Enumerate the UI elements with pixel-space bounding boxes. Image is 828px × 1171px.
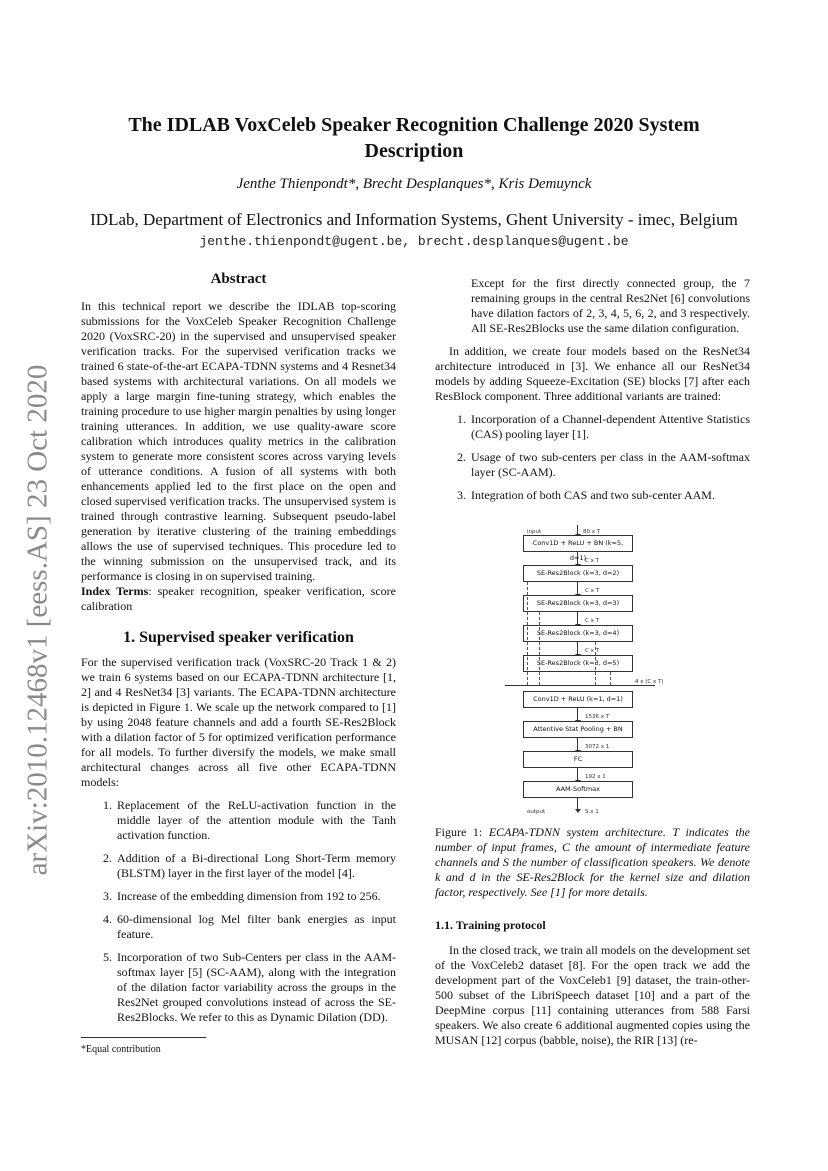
diagram-block: Conv1D + ReLU (k=1, d=1)	[523, 691, 633, 708]
diagram-block: SE-Res2Block (k=3, d=4)	[523, 625, 633, 642]
footnote: *Equal contribution	[81, 1044, 161, 1055]
index-terms	[81, 584, 396, 614]
right-column	[435, 268, 750, 1056]
diagram-dim: C x T	[585, 588, 599, 594]
title-line-2: Description	[364, 140, 464, 162]
left-column	[81, 268, 396, 1057]
list-item-continued: Except for the first directly connected group, the 7 remaining groups in the central Res2Net [6] convolutions have dilation factors of 2, 3, 4, 5, 6, 2, and 3 respectively. All SE-Res2Blocks use the same dilation configuration.	[471, 276, 750, 335]
diagram-arrow	[577, 642, 578, 655]
list-item: 2. Addition of a Bi-directional Long Short-Term memory (BLSTM) layer in the first layer of the model [4].	[115, 851, 396, 881]
subsection-1-1-heading: 1.1. Training protocol	[435, 918, 546, 932]
diagram-block: SE-Res2Block (k=3, d=5)	[523, 655, 633, 672]
list-item: 2. Usage of two sub-centers per class in the AAM-softmax layer (SC-AAM).	[469, 450, 750, 480]
diagram-arrow	[577, 525, 578, 535]
diagram-skip-line	[610, 672, 611, 685]
abstract-body: In this technical report we describe the IDLAB top-scoring submissions for the VoxCeleb Speaker Recognition Challenge 2020 (VoxSRC-20) in the supervised and unsupervised speaker verification tracks. For the supervised verification tracks we trained 6 state-of-the-art ECAPA-TDNN systems and 4 Resnet34 based systems with architectural variations. On all models we apply a large margin fine-tuning strategy, which enables the training procedure to use higher margin penalties by using longer training utterances. In addition, we use quality-aware score calibration which introduces quality metrics in the calibration system to generate more consistent scores across varying levels of utterance conditions. A fusion of all systems with both enhancements applied led to the first place on the open and closed supervised verification tracks. The unsupervised system is trained through contrastive learning. Subsequent pseudo-label generation by iterative clustering of the training embeddings allows the use of supervised techniques. This procedure led to the winning submission on the unsupervised track, and its performance is closing in on supervised training.	[81, 299, 396, 583]
emails: jenthe.thienpondt@ugent.be, brecht.desplanques@ugent.be	[199, 234, 629, 249]
footnote-divider	[81, 1037, 206, 1038]
diagram-arrow	[577, 768, 578, 781]
diagram-block: FC	[523, 751, 633, 768]
resnet-variants-list	[435, 412, 750, 503]
diagram-dim: 192 x 1	[585, 774, 606, 780]
list-item: 1. Incorporation of a Channel-dependent Attentive Statistics (CAS) pooling layer [1].	[469, 412, 750, 442]
ecapa-tdnn-diagram	[435, 525, 750, 817]
diagram-input-dim: 80 x T	[583, 529, 601, 535]
diagram-dim: C x T	[585, 618, 599, 624]
diagram-input-label: input	[527, 529, 542, 535]
list-item: 3. Integration of both CAS and two sub-center AAM.	[469, 488, 750, 503]
diagram-skip-line	[595, 642, 596, 685]
figure-1-caption	[435, 825, 750, 900]
index-terms-label: Index Terms	[81, 584, 149, 598]
diagram-block: Conv1D + ReLU + BN (k=5, d=1)	[523, 535, 633, 552]
diagram-dim: 3072 x 1	[585, 744, 610, 750]
arxiv-identifier: arXiv:2010.12468v1 [eess.AS] 23 Oct 2020	[21, 364, 54, 876]
figure-caption-label: Figure 1:	[435, 825, 483, 839]
diagram-block: SE-Res2Block (k=3, d=3)	[523, 595, 633, 612]
paper-title	[100, 112, 728, 164]
diagram-dim: 1536 x T	[585, 714, 610, 720]
diagram-arrow	[577, 798, 578, 810]
diagram-arrow	[577, 552, 578, 565]
figure-caption-text: ECAPA-TDNN system architecture. T indicates the number of input frames, C the amount of intermediate feature channels and S the number of classification speakers. We denote k and d in the SE-Res2Block for the kernel size and dilation factor, respectively. See [1] for more details.	[435, 825, 751, 899]
abstract-heading: Abstract	[210, 271, 267, 287]
diagram-output-dim: S x 1	[585, 809, 599, 815]
diagram-arrow	[577, 738, 578, 751]
diagram-dim: C x T	[585, 558, 599, 564]
diagram-skip-line	[527, 582, 528, 685]
list-item: 5. Incorporation of two Sub-Centers per class in the AAM-softmax layer [5] (SC-AAM), along with the integration of the dilation factor variability across the groups in the Res2Net grouped convolutions instead of across the SE-Res2Blocks. We refer to this as Dynamic Dilation (DD).	[115, 950, 396, 1025]
diagram-dim: C x T	[585, 648, 599, 654]
index-terms-text: : speaker recognition, speaker verification, score calibration	[81, 584, 396, 613]
section-1-heading: 1. Supervised speaker verification	[123, 629, 354, 646]
diagram-arrow	[577, 612, 578, 625]
diagram-concat-dim: 4 x (C x T)	[635, 679, 664, 685]
list-item: 1. Replacement of the ReLU-activation function in the middle layer of the attention module with the Tanh activation function.	[115, 798, 396, 843]
diagram-arrow	[577, 582, 578, 595]
diagram-arrow	[577, 708, 578, 721]
diagram-skip-line	[539, 612, 540, 685]
authors: Jenthe Thienpondt*, Brecht Desplanques*, Kris Demuynck	[236, 176, 592, 192]
title-line-1: The IDLAB VoxCeleb Speaker Recognition Challenge 2020 System	[128, 114, 700, 136]
continued-list	[435, 276, 750, 336]
ecapa-variants-list	[81, 798, 396, 1025]
diagram-block: Attentive Stat Pooling + BN	[523, 721, 633, 738]
list-item: 4. 60-dimensional log Mel filter bank energies as input feature.	[115, 912, 396, 942]
arxiv-sidebar	[18, 320, 58, 920]
affiliation: IDLab, Department of Electronics and Information Systems, Ghent University - imec, Belgium	[90, 210, 738, 229]
training-paragraph: In the closed track, we train all models on the development set of the VoxCeleb2 dataset [8]. For the open track we add the development part of the VoxCeleb1 [9] dataset, the train-other-500 subset of the LibriSpeech dataset [10] and a part of the DeepMine corpus [11] containing utterances from 588 Farsi speakers. We also create 6 additional augmented copies using the MUSAN [12] corpus (babble, noise), the RIR [13] (re-	[435, 943, 750, 1047]
diagram-output-label: output	[527, 809, 546, 815]
resnet-paragraph: In addition, we create four models based on the ResNet34 architecture introduced in [3]. We enhance all our ResNet34 models by adding Squeeze-Excitation (SE) blocks [7] after each ResBlock component. Three additional variants are trained:	[435, 344, 750, 403]
diagram-concat-line	[505, 685, 655, 686]
section-1-paragraph: For the supervised verification track (VoxSRC-20 Track 1 & 2) we train 6 systems based on our ECAPA-TDNN architecture [1, 2] and 4 ResNet34 [3] variants. The ECAPA-TDNN architecture is depicted in Figure 1. We scale up the network compared to [1] by using 2048 feature channels and add a fourth SE-Res2Block with a dilation factor of 5 for optimized verification performance for all models. To further diversify the models, we make small architectural changes across all five other ECAPA-TDNN models:	[81, 655, 396, 789]
diagram-block: SE-Res2Block (k=3, d=2)	[523, 565, 633, 582]
list-item: 3. Increase of the embedding dimension from 192 to 256.	[115, 889, 396, 904]
diagram-block: AAM-Softmax	[523, 781, 633, 798]
